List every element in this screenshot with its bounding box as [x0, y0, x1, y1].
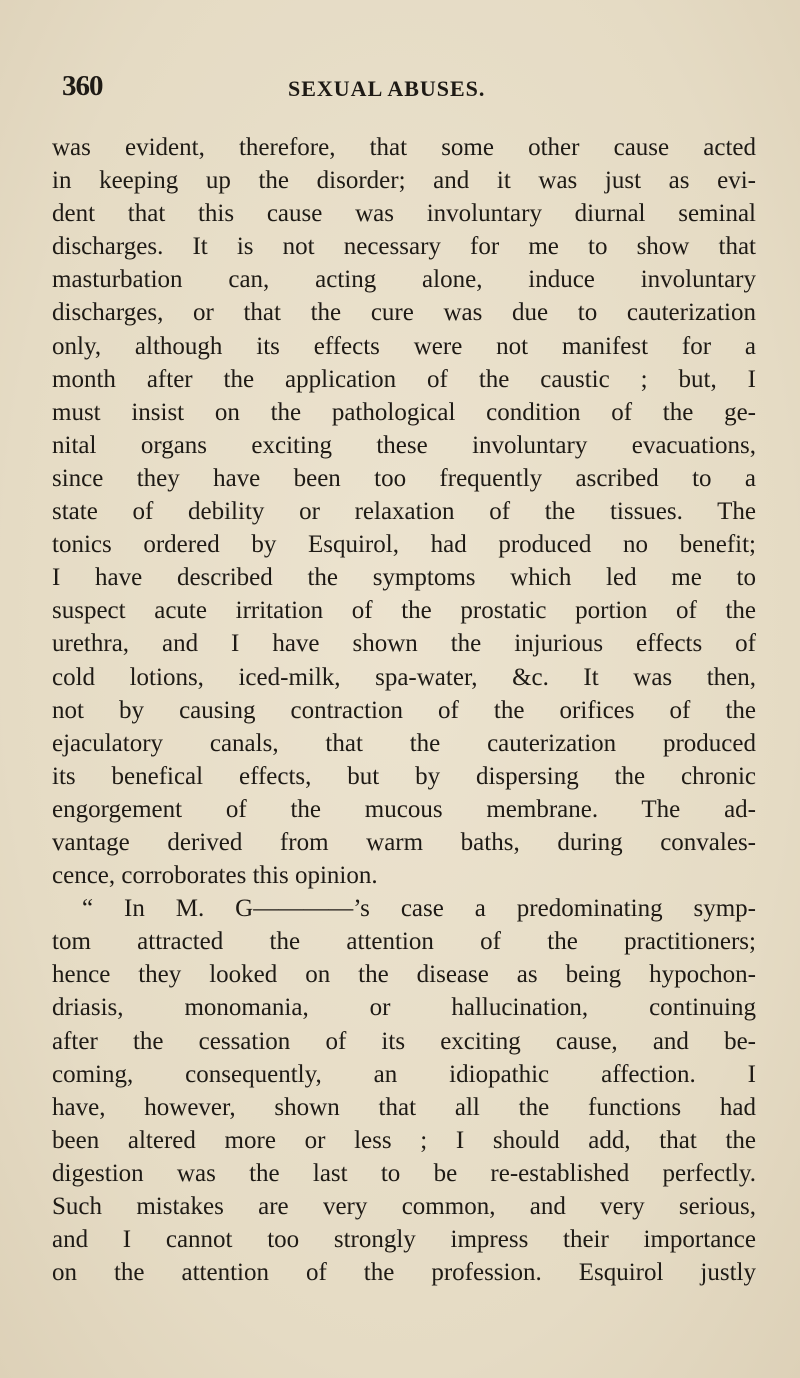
text-line: digestion was the last to be re-established perfectly.: [52, 1159, 756, 1187]
text-line: discharges, or that the cure was due to cauterization: [52, 299, 756, 327]
text-line: masturbation can, acting alone, induce involuntary: [52, 266, 756, 294]
text-line: discharges. It is not necessary for me to show that: [52, 233, 756, 261]
text-line: ejaculatory canals, that the cauterization produced: [52, 729, 756, 757]
text-line: in keeping up the disorder; and it was just as evi-: [52, 167, 756, 195]
text-line: been altered more or less ; I should add, that the: [52, 1126, 756, 1154]
paragraph-start-line: “ In M. G————’s case a predominating symp-: [82, 895, 756, 923]
page-number: 360: [62, 70, 103, 102]
text-line: suspect acute irritation of the prostatic portion of the: [52, 597, 756, 625]
text-line: driasis, monomania, or hallucination, continuing: [52, 994, 756, 1022]
running-head: [62, 70, 512, 104]
text-line: since they have been too frequently ascribed to a: [52, 464, 756, 492]
text-line: urethra, and I have shown the injurious effects of: [52, 630, 756, 658]
text-line: only, although its effects were not manifest for a: [52, 332, 756, 360]
text-line: must insist on the pathological condition of the ge-: [52, 398, 756, 426]
text-line: vantage derived from warm baths, during convales-: [52, 828, 756, 856]
body-text: [52, 131, 756, 1289]
text-line: cold lotions, iced-milk, spa-water, &c. It was then,: [52, 663, 756, 691]
text-line: have, however, shown that all the functions had: [52, 1093, 756, 1121]
text-line: nital organs exciting these involuntary evacuations,: [52, 431, 756, 459]
text-line: and I cannot too strongly impress their importance: [52, 1226, 756, 1254]
text-line: after the cessation of its exciting cause, and be-: [52, 1027, 756, 1055]
text-line: dent that this cause was involuntary diurnal seminal: [52, 200, 756, 228]
text-line: tonics ordered by Esquirol, had produced no benefit;: [52, 531, 756, 559]
text-line: state of debility or relaxation of the tissues. The: [52, 498, 756, 526]
paragraph-end-line: cence, corroborates this opinion.: [52, 862, 378, 890]
running-title: SEXUAL ABUSES.: [288, 76, 486, 101]
text-line: I have described the symptoms which led me to: [52, 564, 756, 592]
text-line: engorgement of the mucous membrane. The ad-: [52, 795, 756, 823]
text-line: not by causing contraction of the orifices of the: [52, 696, 756, 724]
text-line: hence they looked on the disease as being hypochon-: [52, 961, 756, 989]
text-line: coming, consequently, an idiopathic affection. I: [52, 1060, 756, 1088]
text-line: Such mistakes are very common, and very serious,: [52, 1193, 756, 1220]
text-line: month after the application of the caustic ; but, I: [52, 365, 756, 393]
text-line: was evident, therefore, that some other cause acted: [52, 134, 756, 161]
text-line: its benefical effects, but by dispersing the chronic: [52, 762, 756, 790]
text-line: tom attracted the attention of the practitioners;: [52, 928, 756, 956]
text-line: on the attention of the profession. Esquirol justly: [52, 1259, 756, 1287]
